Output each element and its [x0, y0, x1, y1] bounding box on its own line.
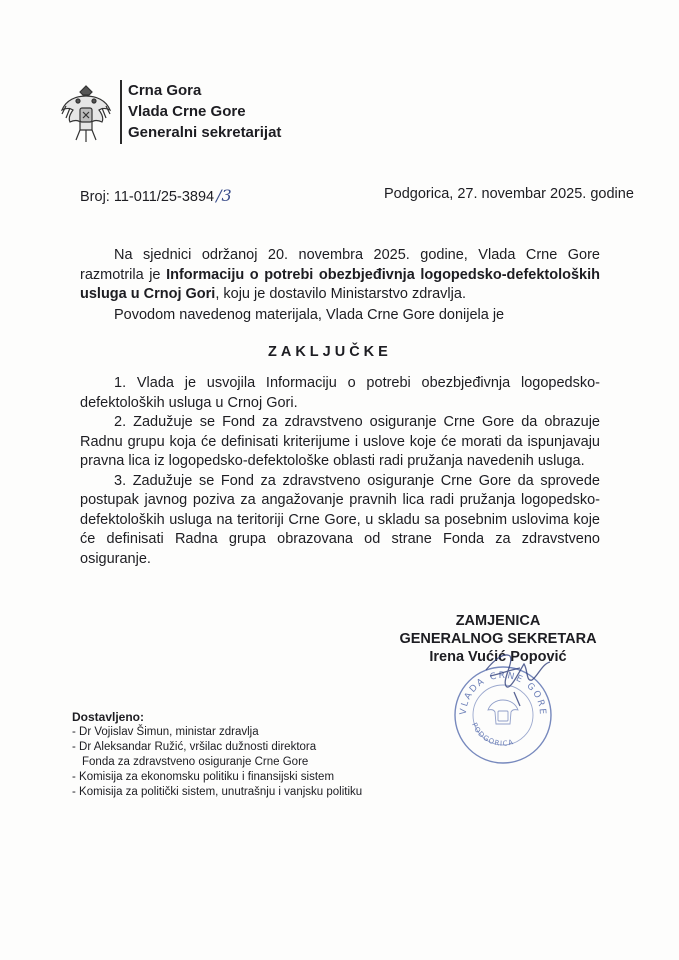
header-divider	[120, 80, 122, 144]
reference-number	[80, 186, 232, 205]
secretariat-name: Generalni sekretarijat	[128, 124, 282, 141]
distribution-list	[72, 710, 362, 800]
signatory-name: Irena Vućić Popović	[429, 649, 567, 665]
handwritten-suffix: /3	[216, 186, 232, 205]
place-date: Podgorica, 27. novembar 2025. godine	[384, 186, 634, 202]
intro-paragraph	[80, 246, 600, 305]
intro-second-paragraph: Povodom navedenog materijala, Vlada Crne Gore donijela je	[114, 307, 505, 323]
coat-of-arms-icon	[58, 84, 114, 146]
intro-part2: , koju je dostavilo Ministarstvo zdravlja.	[215, 286, 466, 302]
distribution-item: - Dr Aleksandar Ružić, vršilac dužnosti direktora	[72, 741, 317, 753]
signatory-title-2: GENERALNOG SEKRETARA	[399, 631, 597, 647]
conclusion-item: 1. Vlada je usvojila Informaciju o potrebi obezbjeđivnja logopedsko-defektoloških usluga u Crnoj Gori.	[80, 375, 600, 411]
country-name: Crna Gora	[128, 82, 202, 99]
reference-number-text: Broj: 11-011/25-3894	[80, 189, 215, 205]
signatory-title-1: ZAMJENICA	[455, 613, 541, 629]
distribution-item: - Dr Vojislav Šimun, ministar zdravlja	[72, 726, 259, 738]
conclusions-list	[80, 374, 600, 569]
stamp-bottom-text: PODGORICA	[470, 721, 515, 748]
distribution-title: Dostavljeno:	[72, 710, 145, 724]
letterhead	[128, 80, 281, 143]
government-name: Vlada Crne Gore	[128, 103, 246, 120]
intro-bold-title: Informaciju o potrebi obezbjeđivnja logopedsko-defektoloških usluga u Crnoj Gori	[80, 266, 600, 302]
conclusion-item: 3. Zadužuje se Fond za zdravstveno osiguranje Crne Gore da sprovede postupak javnog poziva za angažovanje pravnih lica radi pružanja logopedsko-defektoloških usluga na teritoriji Crne Gore, u skladu sa posebnim uslovima koje će definisati Radna grupa obrazovana od strane Fonda za zdravstveno osiguranje.	[80, 472, 600, 567]
distribution-item: Fonda za zdravstveno osiguranje Crne Gore	[82, 756, 309, 768]
intro-part1: Na sjednici održanoj 20. novembra 2025. godine, Vlada Crne Gore razmotrila je	[80, 247, 600, 283]
conclusions-heading: ZAKLJUČKE	[268, 344, 392, 360]
distribution-item: - Komisija za ekonomsku politiku i finansijski sistem	[72, 771, 335, 783]
distribution-item: - Komisija za politički sistem, unutrašnju i vanjsku politiku	[72, 786, 363, 798]
stamp-top-text: VLADA CRNE GORE	[458, 670, 548, 717]
conclusion-item: 2. Zadužuje se Fond za zdravstveno osiguranje Crne Gore da obrazuje Radnu grupu koja će definisati kriterijume i uslove koje će morati da ispunjavaju pravna lica iz logopedsko-defektološke oblasti radi pružanja navedenih usluga.	[80, 414, 600, 469]
handwritten-signature	[480, 640, 560, 710]
svg-text:PODGORICA	[470, 721, 515, 747]
